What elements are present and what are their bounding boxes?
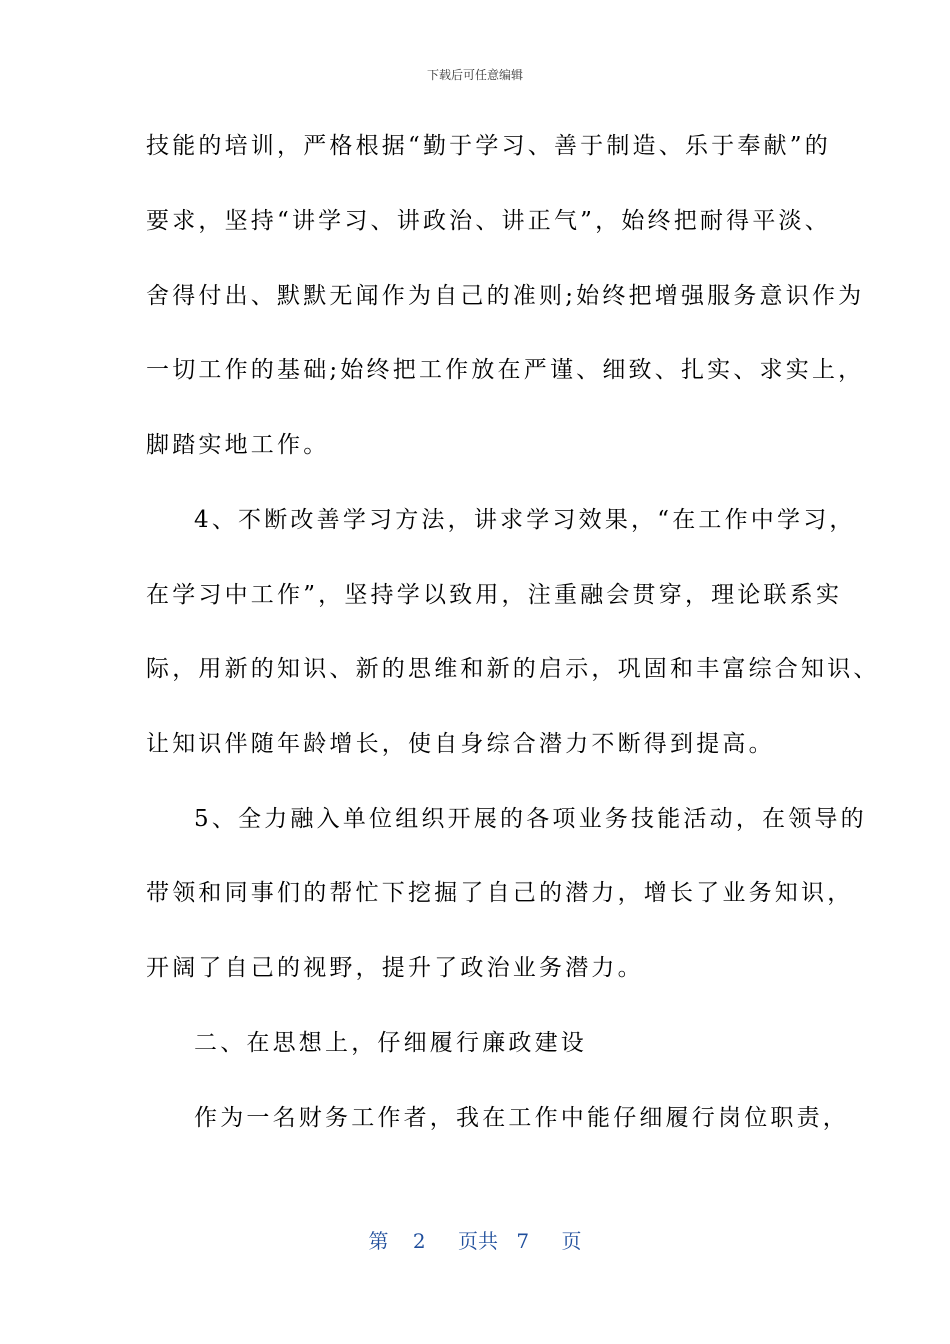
text-line: 脚踏实地工作。 [146,432,330,458]
text-line: 带领和同事们的帮忙下挖掘了自己的潜力，增长了业务知识， [146,880,854,906]
current-page-number: 2 [412,1229,426,1253]
text-line: 一切工作的基础;始终把工作放在严谨、细致、扎实、求实上， [146,357,865,383]
text-line: 际，用新的知识、新的思维和新的启示，巩固和丰富综合知识、 [146,656,880,682]
total-pages-number: 7 [516,1229,530,1253]
page-footer [0,1225,950,1254]
text-line: 作为一名财务工作者，我在工作中能仔细履行岗位职责， [194,1105,849,1131]
text-line: 开阔了自己的视野，提升了政治业务潜力。 [146,955,644,981]
section-heading: 二、在思想上，仔细履行廉政建设 [194,1030,587,1056]
footer-prefix: 第 [368,1229,389,1253]
text-line: 在学习中工作”，坚持学以致用，注重融会贯穿，理论联系实 [146,582,843,608]
text-line: 4、不断改善学习方法，讲求学习效果，“在工作中学习， [194,507,856,533]
text-line: 舍得付出、默默无闻作为自己的准则;始终把增强服务意识作为 [146,283,865,309]
text-line: 5、全力融入单位组织开展的各项业务技能活动，在领导的 [194,806,867,832]
footer-middle: 页共 [458,1229,498,1253]
text-line: 技能的培训，严格根据“勤于学习、善于制造、乐于奉献”的 [146,133,831,159]
text-line: 让知识伴随年龄增长，使自身综合潜力不断得到提高。 [146,731,775,757]
page-header: 下载后可任意编辑 [426,68,523,82]
text-line: 要求，坚持“讲学习、讲政治、讲正气”，始终把耐得平淡、 [146,208,831,234]
footer-suffix: 页 [561,1229,582,1253]
